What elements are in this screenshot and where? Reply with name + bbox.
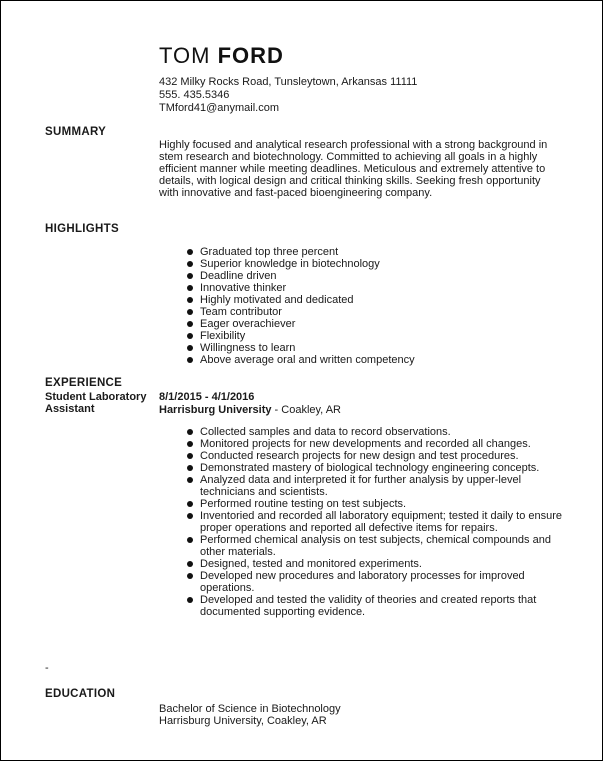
list-item: Graduated top three percent [187,246,547,258]
list-item: Performed chemical analysis on test subjects, chemical compounds and other materials. [187,534,567,558]
list-item: Team contributor [187,306,547,318]
address: 432 Milky Rocks Road, Tunsleytown, Arkansas 11111 [159,76,418,88]
section-separator: - [45,662,49,674]
education-entry [159,703,341,727]
job-dates: 8/1/2015 - 4/1/2016 [159,391,255,403]
job-title: Student Laboratory Assistant [45,391,147,415]
highlights-heading: HIGHLIGHTS [45,223,119,235]
phone: 555. 435.5346 [159,89,230,101]
list-item: Eager overachiever [187,318,547,330]
duties-list [187,426,567,618]
list-item: Deadline driven [187,270,547,282]
degree: Bachelor of Science in Biotechnology [159,703,341,715]
experience-heading: EXPERIENCE [45,377,123,389]
list-item: Flexibility [187,330,547,342]
list-item: Analyzed data and interpreted it for further analysis by upper-level technicians and scientists. [187,474,567,498]
list-item: Highly motivated and dedicated [187,294,547,306]
list-item: Conducted research projects for new design and test procedures. [187,450,567,462]
last-name: FORD [217,43,284,68]
list-item: Innovative thinker [187,282,547,294]
school: Harrisburg University, Coakley, AR [159,715,327,727]
list-item: Superior knowledge in biotechnology [187,258,547,270]
list-item: Performed routine testing on test subjects. [187,498,567,510]
email: TMford41@anymail.com [159,102,279,114]
summary-text: Highly focused and analytical research professional with a strong background in stem research and biotechnology. Committed to achieving all goals in a highly efficient manner while meeting deadlines. Meticulous and extremely attentive to details, with logical design and critical thinking skills. Seeking fresh opportunity with innovative and fast-paced bioengineering company. [159,139,548,199]
job-company [159,404,341,416]
list-item: Inventoried and recorded all laboratory equipment; tested it daily to ensure proper operations and reported all defective items for repairs. [187,510,567,534]
list-item: Designed, tested and monitored experiments. [187,558,567,570]
list-item: Monitored projects for new developments and recorded all changes. [187,438,567,450]
list-item: Collected samples and data to record observations. [187,426,567,438]
candidate-name [159,43,284,69]
summary-heading: SUMMARY [45,126,107,138]
first-name: TOM [159,43,211,68]
company-name: Harrisburg University [159,404,272,416]
list-item: Developed and tested the validity of theories and created reports that documented supporting evidence. [187,594,567,618]
highlights-list [187,246,547,366]
contact-info [159,76,417,115]
list-item: Above average oral and written competency [187,354,547,366]
education-heading: EDUCATION [45,688,116,700]
company-location: - Coakley, AR [271,404,341,416]
list-item: Willingness to learn [187,342,547,354]
list-item: Developed new procedures and laboratory processes for improved operations. [187,570,567,594]
list-item: Demonstrated mastery of biological technology engineering concepts. [187,462,567,474]
